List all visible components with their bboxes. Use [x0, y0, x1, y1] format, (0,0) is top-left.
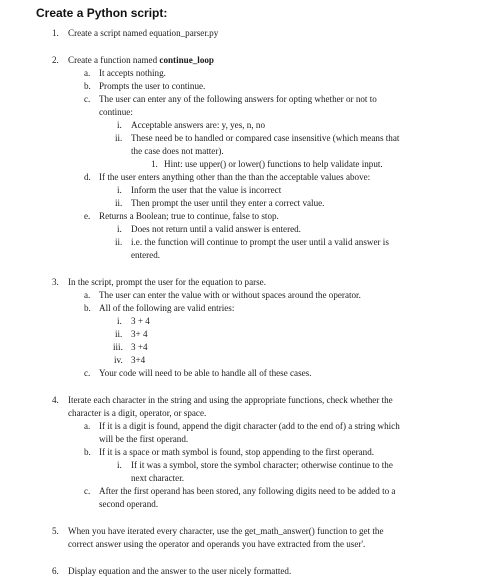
text-segment: If the user enters anything other than the than the acceptable values above: — [99, 172, 371, 182]
text-segment: The user can enter any of the following answers for opting whether or not to — [99, 94, 377, 104]
list-marker: b. — [84, 447, 91, 457]
list-item-text — [99, 106, 133, 118]
list-marker: iii. — [113, 342, 123, 352]
text-segment: Hint: use upper() or lower() functions to help validate input. — [164, 159, 383, 169]
text-segment: It accepts nothing. — [99, 68, 166, 78]
list-marker: i. — [117, 460, 122, 470]
text-segment: If it was a symbol, store the symbol character; otherwise continue to the — [131, 460, 393, 470]
list-item-text — [131, 328, 148, 340]
text-segment: Returns a Boolean; true to continue, false to stop. — [99, 211, 279, 221]
list-marker: ii. — [115, 198, 123, 208]
list-item-text — [99, 289, 361, 301]
list-marker: 6. — [52, 566, 59, 576]
list-item-text — [99, 93, 377, 105]
text-segment: Create a function named — [68, 55, 160, 65]
text-segment: The user can enter the value with or without spaces around the operator. — [99, 290, 361, 300]
text-segment: When you have iterated every character, use the get_math_answer() function to get the — [68, 526, 384, 536]
list-marker: b. — [84, 81, 91, 91]
list-marker: a. — [84, 68, 91, 78]
text-segment: will be the first operand. — [99, 434, 189, 444]
list-item-text — [68, 565, 291, 577]
text-segment: continue: — [99, 107, 133, 117]
list-marker: 1. — [151, 159, 158, 169]
text-segment: After the first operand has been stored, any following digits need to be added to a — [99, 486, 396, 496]
text-segment: Iterate each character in the string and using the appropriate functions, check whether the — [68, 395, 393, 405]
text-segment: Prompts the user to continue. — [99, 81, 206, 91]
list-item-text — [68, 394, 393, 406]
list-marker: d. — [84, 172, 91, 182]
list-marker: a. — [84, 421, 91, 431]
list-item-text — [164, 158, 383, 170]
list-item-text — [99, 302, 234, 314]
text-segment: Display equation and the answer to the user nicely formatted. — [68, 566, 292, 576]
list-marker: c. — [84, 368, 91, 378]
list-item-text — [99, 420, 400, 432]
text-segment: second operand. — [99, 499, 159, 509]
list-marker: i. — [117, 224, 122, 234]
list-item-text — [131, 236, 389, 248]
text-segment: 3 +4 — [131, 342, 148, 352]
list-item-text — [131, 354, 145, 366]
list-marker: ii. — [115, 329, 123, 339]
list-item-text — [131, 184, 281, 196]
text-segment: entered. — [131, 250, 161, 260]
list-item-text — [131, 472, 184, 484]
list-item-text — [131, 223, 301, 235]
text-segment: Then prompt the user until they enter a correct value. — [131, 198, 325, 208]
list-marker: 1. — [52, 28, 59, 38]
text-segment: correct answer using the operator and operands you have extracted from the user'. — [68, 539, 366, 549]
list-marker: 5. — [52, 526, 59, 536]
list-item-text — [68, 525, 384, 537]
text-segment: In the script, prompt the user for the equation to parse. — [68, 277, 266, 287]
list-item-text — [131, 145, 224, 157]
list-item-text — [131, 119, 265, 131]
text-segment: i.e. the function will continue to prompt the user until a valid answer is — [131, 237, 389, 247]
list-marker: c. — [84, 486, 91, 496]
list-marker: b. — [84, 303, 91, 313]
list-item-text — [68, 54, 214, 66]
text-segment: character is a digit, operator, or space. — [68, 408, 207, 418]
text-segment: 3+ 4 — [131, 329, 148, 339]
list-marker: a. — [84, 290, 91, 300]
text-segment: 3 + 4 — [131, 316, 150, 326]
list-item-text — [131, 132, 399, 144]
list-marker: 2. — [52, 55, 59, 65]
text-segment: next character. — [131, 473, 185, 483]
list-item-text — [99, 210, 279, 222]
text-segment: Your code will need to be able to handle all of these cases. — [99, 368, 312, 378]
list-marker: c. — [84, 94, 91, 104]
list-marker: 4. — [52, 395, 59, 405]
list-item-text — [99, 485, 395, 497]
list-item-text — [68, 276, 266, 288]
list-item-text — [131, 249, 160, 261]
text-segment: If it is a digit is found, append the digit character (add to the end of) a string which — [99, 421, 400, 431]
text-segment: Inform the user that the value is incorrect — [131, 185, 282, 195]
list-item-text — [99, 446, 374, 458]
bold-text: continue_loop — [159, 55, 214, 65]
list-item-text — [68, 407, 206, 419]
list-item-text — [99, 80, 205, 92]
list-item-text — [99, 433, 188, 445]
text-segment: These need be to handled or compared case insensitive (which means that — [131, 133, 400, 143]
list-item-text — [99, 498, 158, 510]
list-item-text — [68, 538, 365, 550]
list-marker: ii. — [115, 133, 123, 143]
document-title: Create a Python script: — [36, 6, 168, 20]
list-item-text — [131, 341, 148, 353]
text-segment: All of the following are valid entries: — [99, 303, 235, 313]
list-item-text — [131, 197, 324, 209]
list-marker: i. — [117, 316, 122, 326]
list-marker: i. — [117, 185, 122, 195]
list-item-text — [68, 27, 218, 39]
list-marker: e. — [84, 211, 91, 221]
list-item-text — [131, 459, 393, 471]
list-item-text — [131, 315, 150, 327]
list-item-text — [99, 67, 166, 79]
text-segment: Does not return until a valid answer is entered. — [131, 224, 301, 234]
text-segment: If it is a space or math symbol is found, stop appending to the first operand. — [99, 447, 375, 457]
list-marker: iv. — [114, 355, 123, 365]
text-segment: Acceptable answers are: y, yes, n, no — [131, 120, 265, 130]
list-marker: 3. — [52, 277, 59, 287]
list-marker: ii. — [115, 237, 123, 247]
text-segment: Create a script named equation_parser.py — [68, 28, 219, 38]
text-segment: the case does not matter). — [131, 146, 224, 156]
list-item-text — [99, 171, 370, 183]
list-marker: i. — [117, 120, 122, 130]
list-item-text — [99, 367, 311, 379]
text-segment: 3+4 — [131, 355, 146, 365]
